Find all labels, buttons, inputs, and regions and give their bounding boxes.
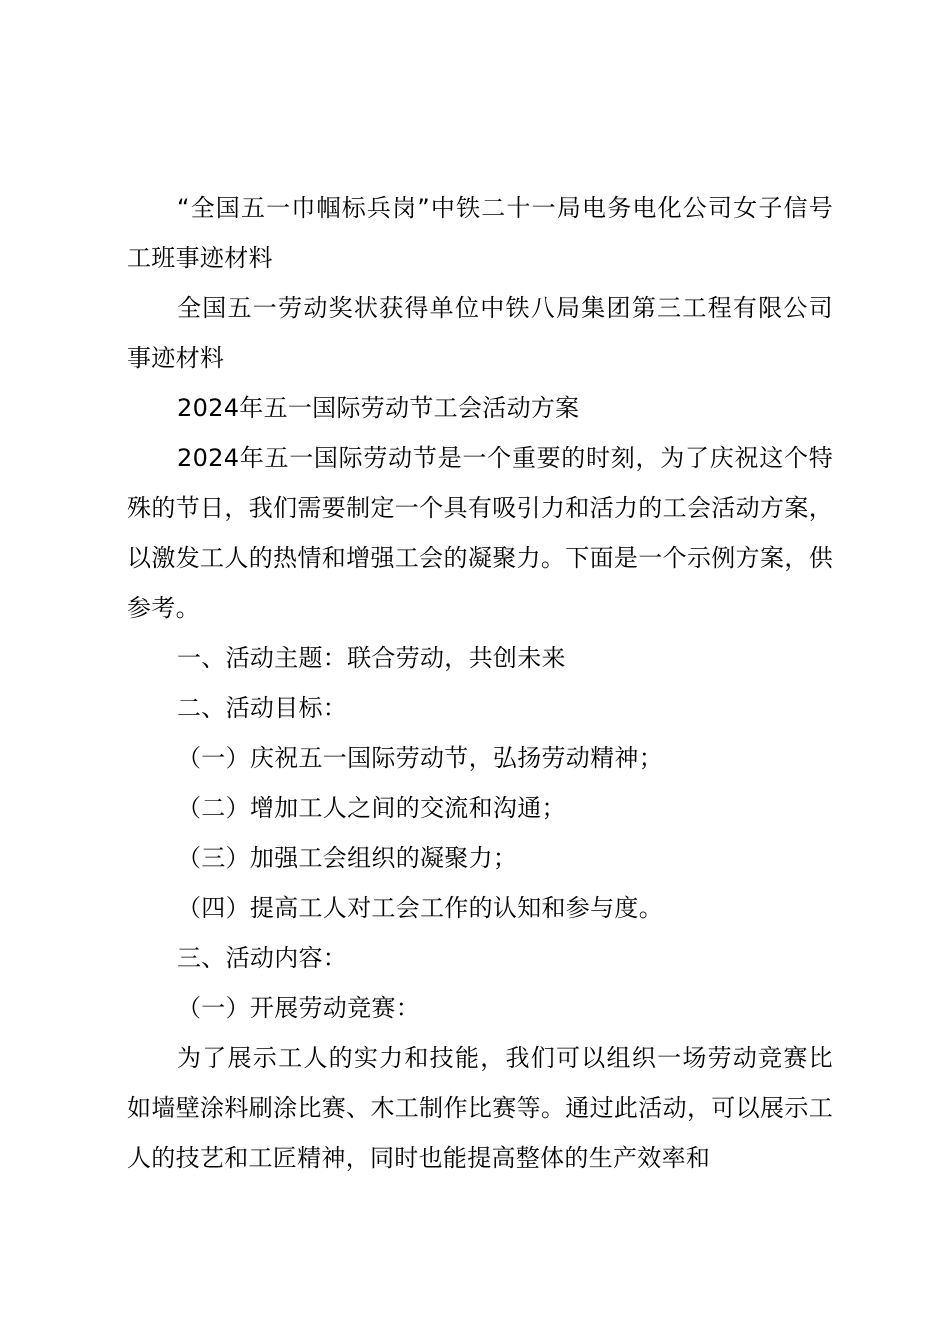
section-heading-content: 三、活动内容： [177, 944, 348, 972]
section-heading-theme: 一、活动主题：联合劳动，共创未来 [177, 644, 566, 672]
goal-item-3: （三）加强工会组织的凝聚力； [177, 844, 518, 872]
goal-item-1: （一）庆祝五一国际劳动节，弘扬劳动精神； [177, 744, 663, 772]
content-item-1-body: 为了展示工人的实力和技能，我们可以组织一场劳动竞赛比如墙壁涂料刷涂比赛、木工制作比赛等。通过此活动，可以展示工人的技艺和工匠精神，同时也能提高整体的生产效率和 [127, 1044, 833, 1172]
document-body [127, 183, 833, 1183]
paragraph-title-3: 2024年五一国际劳动节工会活动方案 [177, 394, 580, 422]
goal-item-4: （四）提高工人对工会工作的认知和参与度。 [177, 894, 663, 922]
goal-item-2: （二）增加工人之间的交流和沟通； [177, 794, 566, 822]
content-item-1-heading: （一）开展劳动竞赛： [177, 994, 420, 1022]
paragraph-title-1: “全国五一巾帼标兵岗”中铁二十一局电务电化公司女子信号工班事迹材料 [127, 194, 833, 272]
paragraph-title-2: 全国五一劳动奖状获得单位中铁八局集团第三工程有限公司事迹材料 [127, 294, 833, 372]
paragraph-intro: 2024年五一国际劳动节是一个重要的时刻，为了庆祝这个特殊的节日，我们需要制定一个具有吸引力和活力的工会活动方案，以激发工人的热情和增强工会的凝聚力。下面是一个示例方案，供参考。 [127, 444, 833, 622]
section-heading-goals: 二、活动目标： [177, 694, 348, 722]
